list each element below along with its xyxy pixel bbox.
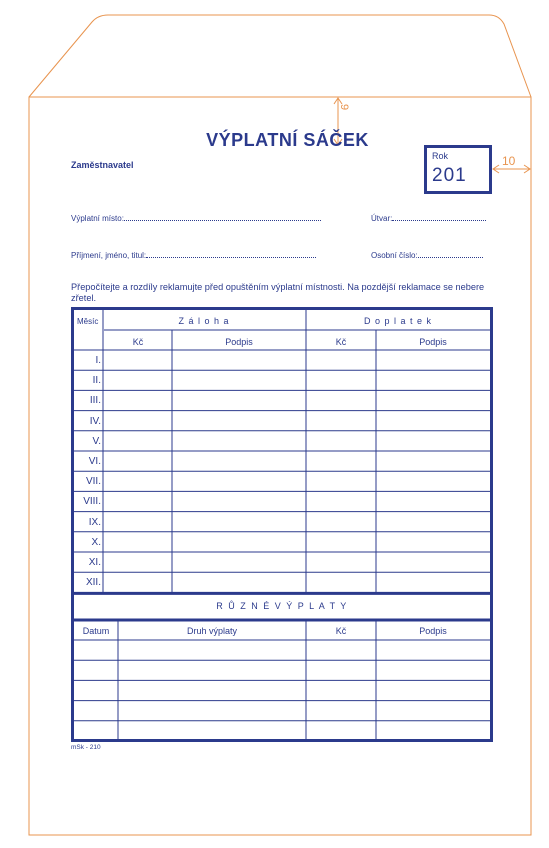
supplement-currency-header: Kč [335, 337, 347, 347]
month-label: II. [92, 375, 101, 387]
personal-number-dots [418, 251, 483, 258]
form-code: mSk - 210 [71, 744, 101, 751]
supplement-header: D o p l a t e k [363, 316, 433, 326]
month-label: X. [91, 536, 101, 548]
dimension-top: 9 [338, 104, 350, 111]
month-label: VII. [85, 476, 101, 488]
advance-signature-header: Podpis [225, 337, 253, 347]
document-title: VÝPLATNÍ SÁČEK [206, 130, 369, 150]
month-label: IV. [89, 415, 101, 427]
month-label: I. [95, 355, 101, 366]
name-label: Příjmení, jméno, titul: [71, 251, 147, 260]
advance-currency-header: Kč [132, 337, 144, 347]
year-label: Rok [432, 151, 449, 161]
month-label: VIII. [83, 496, 101, 508]
misc-type-header: Druh výplaty [186, 626, 238, 636]
department-dots [392, 214, 486, 221]
payment-place-field[interactable] [71, 214, 321, 223]
employer-label: Zaměstnavatel [71, 160, 134, 170]
year-value: 201 [432, 165, 467, 186]
personal-number-field[interactable] [371, 251, 483, 260]
month-label: IX. [88, 516, 101, 528]
name-field[interactable] [71, 251, 316, 260]
payroll-table [71, 307, 493, 742]
year-box [424, 145, 492, 194]
month-header: Měsíc [77, 317, 99, 326]
personal-number-label: Osobní číslo: [371, 251, 418, 260]
name-dots [146, 251, 316, 258]
month-label: III. [89, 395, 101, 407]
misc-currency-header: Kč [335, 626, 347, 636]
table-grid [74, 310, 490, 739]
department-label: Útvar: [371, 214, 393, 223]
payment-place-label: Výplatní místo: [71, 214, 124, 223]
month-label: VI. [88, 456, 101, 467]
misc-date-header: Datum [82, 626, 110, 636]
dimension-right: 10 [502, 154, 516, 168]
misc-section-title: R Ů Z N É V Ý P L A T Y [216, 601, 348, 611]
advance-header: Z á l o h a [178, 316, 230, 326]
month-label: XII. [85, 577, 101, 589]
payment-place-dots [124, 214, 321, 221]
misc-signature-header: Podpis [419, 626, 447, 636]
month-label: V. [92, 435, 101, 447]
month-label: XI. [88, 557, 101, 568]
supplement-signature-header: Podpis [419, 337, 447, 347]
complaint-note: Přepočítejte a rozdíly reklamujte před opuštěním výplatní místnosti. Na pozdější reklamace se nebere zřetel. [71, 282, 485, 303]
department-field[interactable] [371, 214, 486, 223]
